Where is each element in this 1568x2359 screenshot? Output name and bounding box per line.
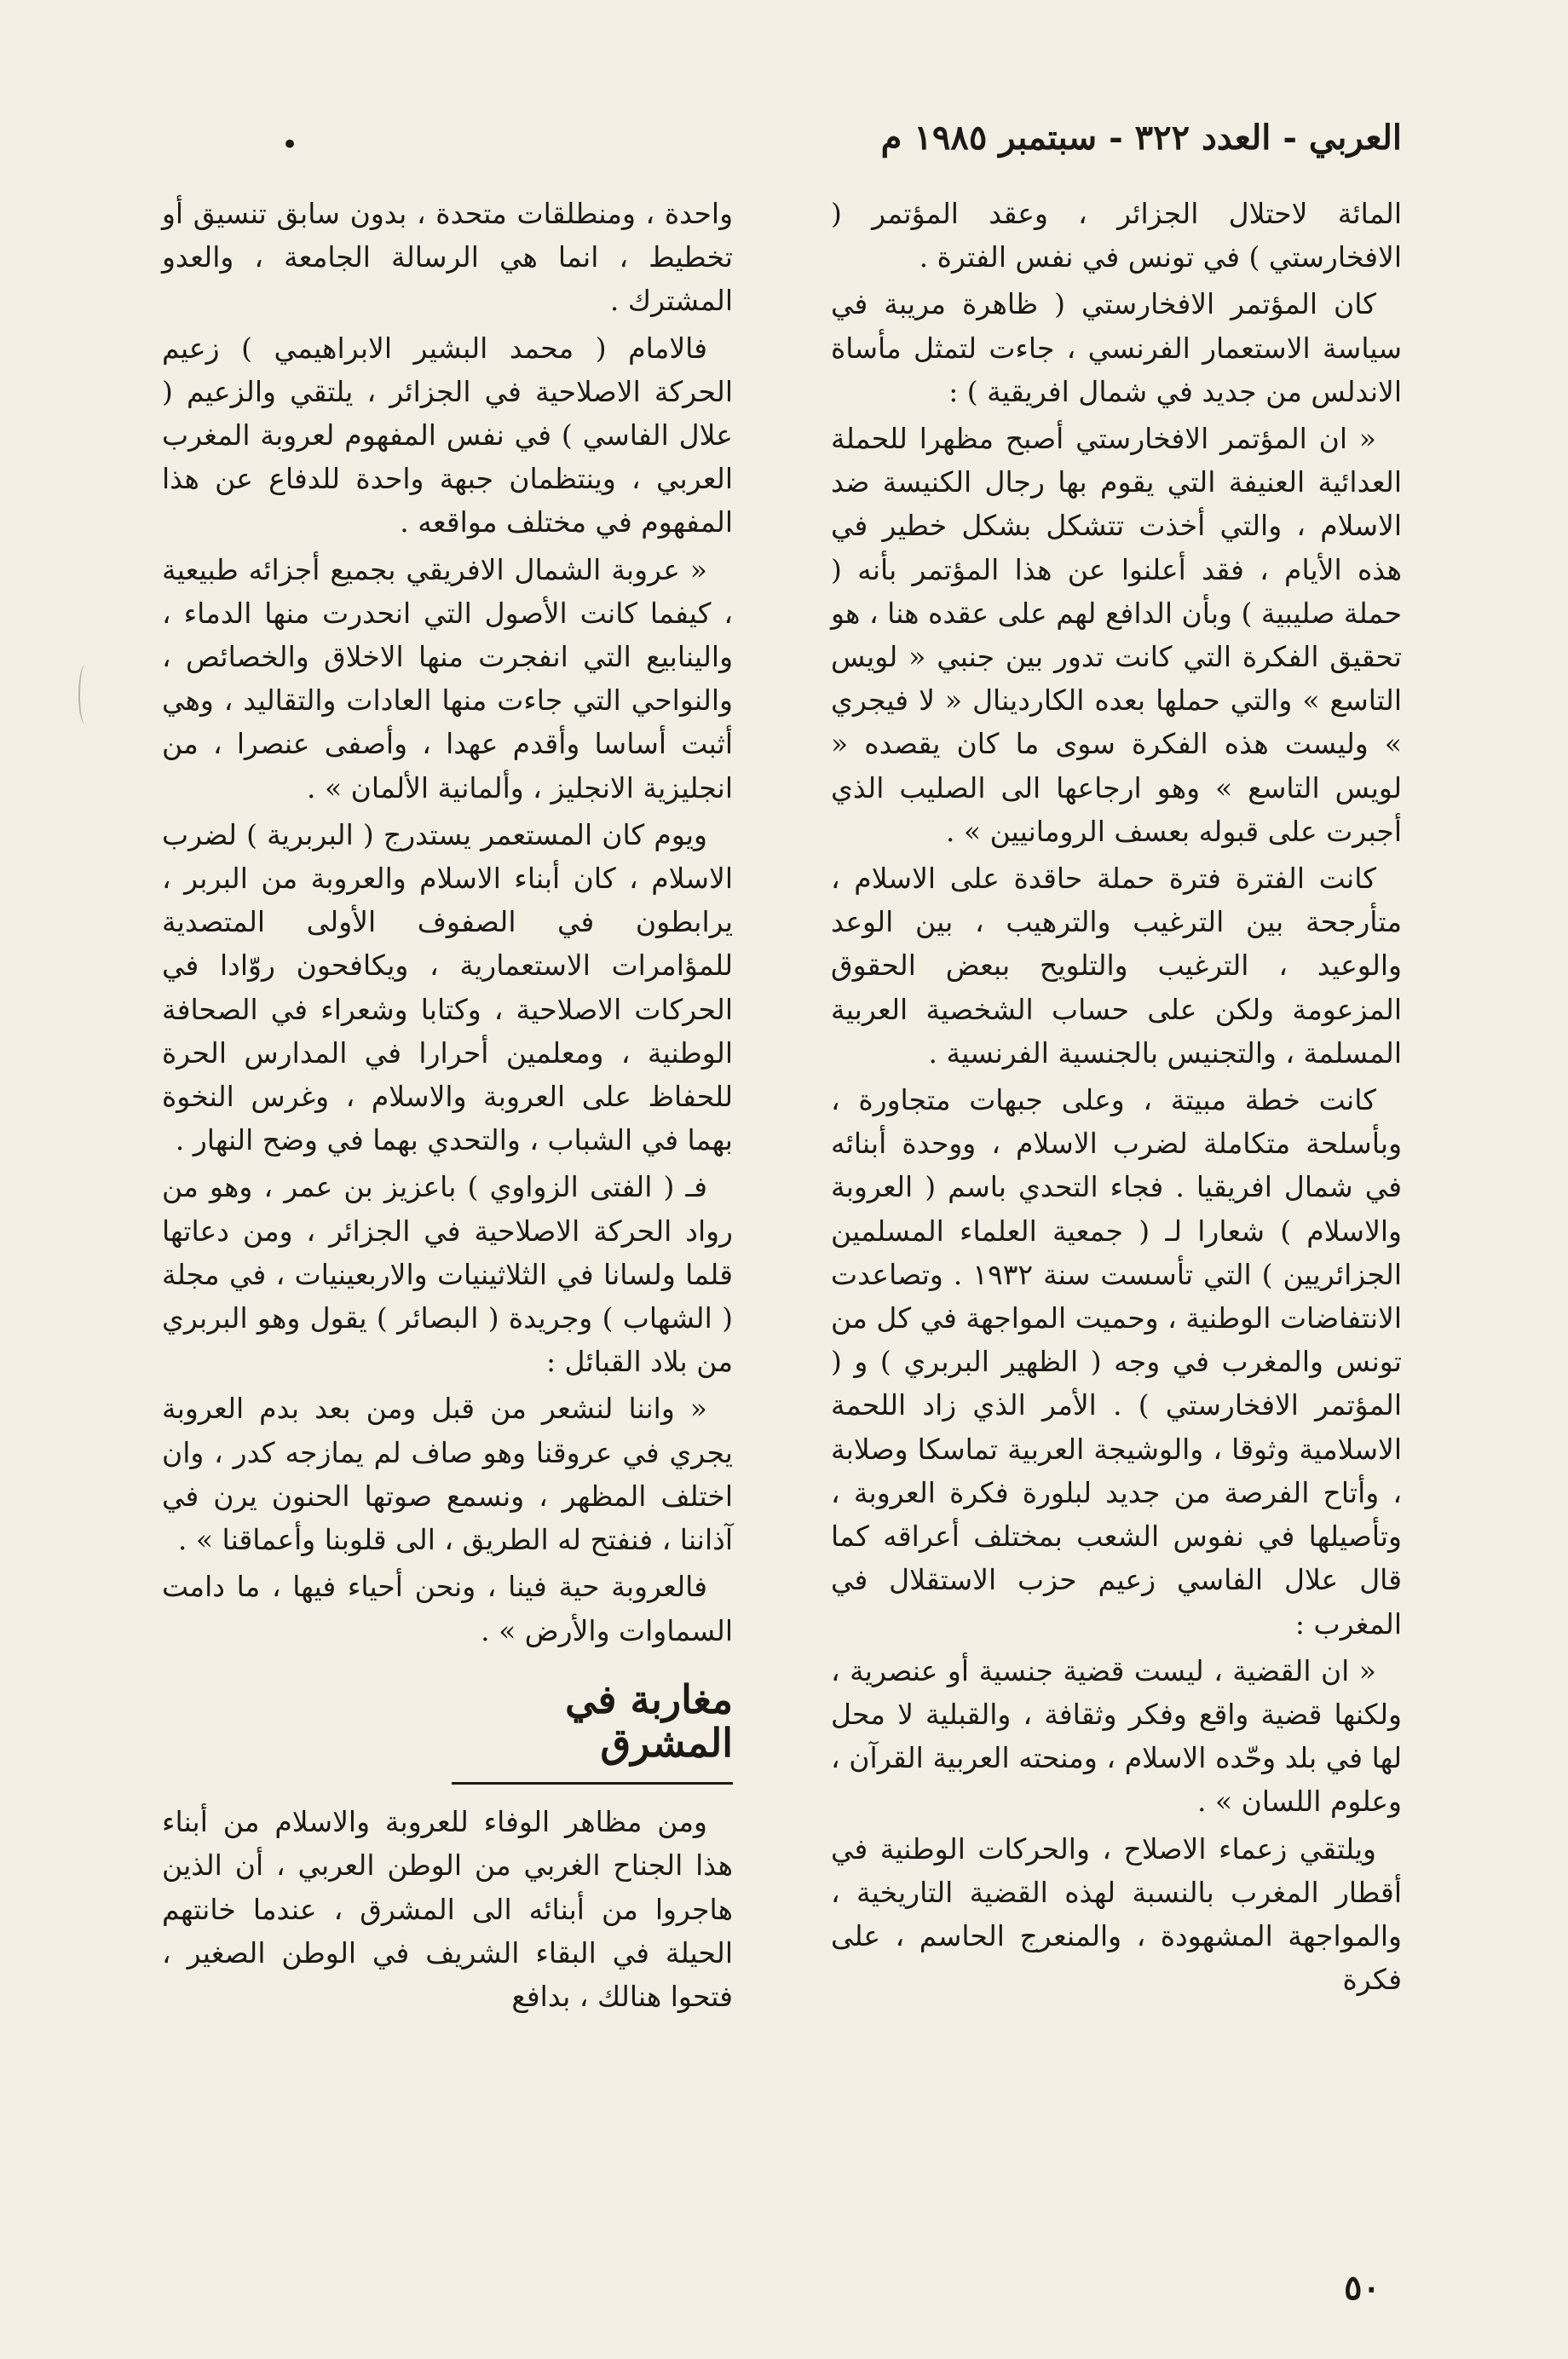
paragraph: فالامام ( محمد البشير الابراهيمي ) زعيم الحركة الاصلاحية في الجزائر ، يلتقي والزعيم ( علال الفاسي ) في نفس المفهوم لعروبة المغرب العربي ، وينتظمان جبهة واحدة للدفاع عن هذا المفهوم في مختلف مواقعه . (162, 331, 733, 539)
paragraph: واحدة ، ومنطلقات متحدة ، بدون سابق تنسيق أو تخطيط ، انما هي الرسالة الجامعة ، والعدو المشترك . (162, 197, 733, 318)
paragraph: كان المؤتمر الافخارستي ( ظاهرة مريبة في سياسة الاستعمار الفرنسي ، جاءت لتمثل مأساة الاندلس من جديد في شمال افريقية ) : (831, 287, 1402, 408)
paragraph: كانت الفترة فترة حملة حاقدة على الاسلام ، متأرجحة بين الترغيب والترهيب ، بين الوعد والوعيد ، الترغيب والتلويح ببعض الحقوق المزعومة ولكن على حساب الشخصية العربية المسلمة ، والتجنيس بالجنسية الفرنسية . (831, 862, 1402, 1070)
paragraph: فالعروبة حية فينا ، ونحن أحياء فيها ، ما دامت السماوات والأرض » . (162, 1570, 733, 1647)
paragraph: المائة لاحتلال الجزائر ، وعقد المؤتمر ( الافخارستي ) في تونس في نفس الفترة . (831, 197, 1402, 274)
quote-paragraph: « واننا لنشعر من قبل ومن بعد بدم العروبة يجري في عروقنا وهو صاف لم يمازجه كدر ، وان اختلف المظهر ، ونسمع صوتها الحنون يرن في آذاننا ، فنفتح له الطريق ، الى قلوبنا وأعماقنا » . (162, 1392, 733, 1557)
paragraph: ومن مظاهر الوفاء للعروبة والاسلام من أبناء هذا الجناح الغربي من الوطن العربي ، أن الذين هاجروا من أبنائه الى المشرق ، عندما خانتهم الحيلة في البقاء الشريف في الوطن الصغير ، فتحوا هنالك ، بدافع (162, 1805, 733, 2013)
section-title: مغاربة في المشرق (452, 1678, 733, 1785)
left-column (162, 192, 733, 2022)
margin-mark (78, 665, 92, 724)
quote-paragraph: « ان المؤتمر الافخارستي أصبح مظهرا للحملة العدائية العنيفة التي يقوم بها رجال الكنيسة ضد الاسلام ، والتي أخذت تتشكل بشكل خطير في هذه الأيام ، فقد أعلنوا عن هذا المؤتمر بأنه ( حملة صليبية ) وبأن الدافع لهم على عقده هنا ، هو تحقيق الفكرة التي كانت تدور بين جنبي « لويس التاسع » والتي حملها بعده الكاردينال « لا فيجري » وليست هذه الفكرة سوى ما كان يقصده « لويس التاسع » وهو ارجاعها الى الصليب الذي أجبرت على قبوله بعسف الرومانيين » . (831, 422, 1402, 848)
running-header: العربي - العدد ٣٢٢ - سبتمبر ١٩٨٥ م (880, 118, 1402, 158)
paragraph: ويلتقي زعماء الاصلاح ، والحركات الوطنية في أقطار المغرب بالنسبة لهذه القضية التاريخية ، والمواجهة المشهودة ، والمنعرج الحاسم ، على فكرة (831, 1831, 1402, 1997)
page-number: ٥٠ (1344, 2268, 1381, 2308)
quote-paragraph: « ان القضية ، ليست قضية جنسية أو عنصرية ، ولكنها قضية واقع وفكر وثقافة ، والقبلية لا محل لها في بلد وحّده الاسلام ، ومنحته العربية القرآن ، وعلوم اللسان » . (831, 1653, 1402, 1819)
paragraph: ويوم كان المستعمر يستدرج ( البربرية ) لضرب الاسلام ، كان أبناء الاسلام والعروبة من البربر ، يرابطون في الصفوف الأولى المتصدية للمؤامرات الاستعمارية ، ويكافحون روّادا في الحركات الاصلاحية ، وكتابا وشعراء في الصحافة الوطنية ، ومعلمين أحرارا في المدارس الحرة للحفاظ على العروبة والاسلام ، وغرس النخوة بهما في الشباب ، والتحدي بهما في وضح النهار . (162, 817, 733, 1157)
quote-paragraph: « عروبة الشمال الافريقي بجميع أجزائه طبيعية ، كيفما كانت الأصول التي انحدرت منها الدماء ، والينابيع التي انفجرت منها الاخلاق والخصائص ، والنواحي التي جاءت منها العادات والتقاليد ، وهي أثبت أساسا وأقدم عهدا ، وأصفى عنصرا ، من انجليزية الانجليز ، وألمانية الألمان » . (162, 552, 733, 805)
header-mark: • (281, 128, 299, 162)
paragraph: كانت خطة مبيتة ، وعلى جبهات متجاورة ، وبأسلحة متكاملة لضرب الاسلام ، ووحدة أبنائه في شمال افريقيا . فجاء التحدي باسم ( العروبة والاسلام ) شعارا لـ ( جمعية العلماء المسلمين الجزائريين ) التي تأسست سنة ١٩٣٢ . وتصاعدت الانتفاضات الوطنية ، وحميت المواجهة في كل من تونس والمغرب في وجه ( الظهير البربري ) و ( المؤتمر الافخارستي ) . الأمر الذي زاد اللحمة الاسلامية وثوقا ، والوشيجة العربية تماسكا وصلابة ، وأتاح الفرصة من جديد لبلورة فكرة العروبة ، وتأصيلها في نفوس الشعب بمختلف أعراقه كما قال علال الفاسي زعيم حزب الاستقلال في المغرب : (831, 1083, 1402, 1641)
right-column (831, 192, 1402, 2004)
paragraph: فـ ( الفتى الزواوي ) باعزيز بن عمر ، وهو من رواد الحركة الاصلاحية في الجزائر ، ومن دعاتها قلما ولسانا في الثلاثينيات والاربعينيات ، في مجلة ( الشهاب ) وجريدة ( البصائر ) يقول وهو البربري من بلاد القبائل : (162, 1170, 733, 1379)
